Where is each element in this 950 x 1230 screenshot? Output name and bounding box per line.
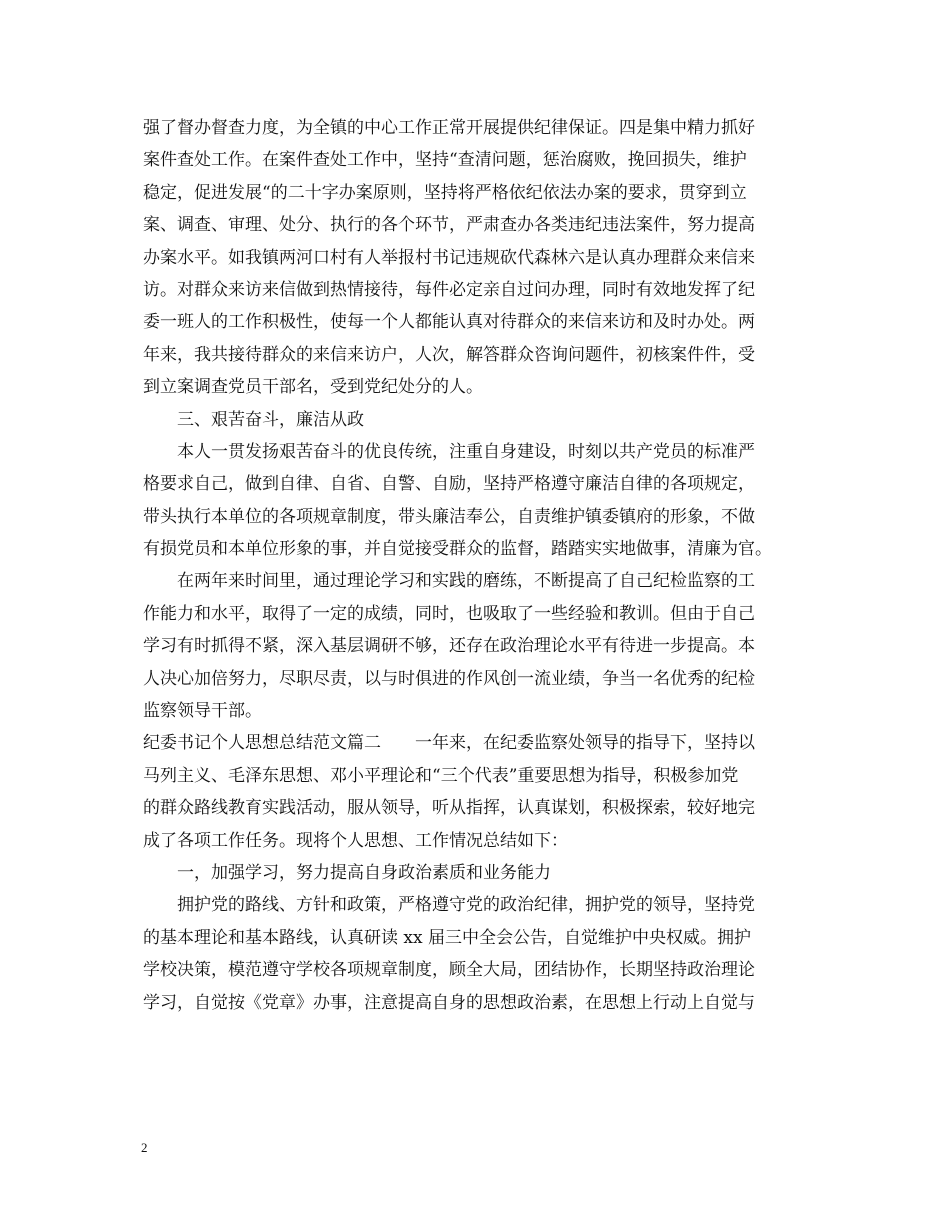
text-line: 纪委书记个人思想总结范文篇二 一年来，在纪委监察处领导的指导下，坚持以 <box>143 733 755 754</box>
text-line: 委一班人的工作积极性，使每一个人都能认真对待群众的来信来访和及时办处。两 <box>143 312 755 333</box>
text-line: 学校决策，模范遵守学校各项规章制度，顾全大局，团结协作，长期坚持政治理论 <box>143 960 755 981</box>
text-line: 带头执行本单位的各项规章制度，带头廉洁奉公，自责维护镇委镇府的形象，不做 <box>143 506 755 527</box>
text-line: 稳定，促进发展“的二十字办案原则，坚持将严格依纪依法办案的要求，贯穿到立 <box>143 182 747 203</box>
text-line: 监察领导干部。 <box>143 701 262 722</box>
text-line: 案、调查、审理、处分、执行的各个环节，严肃查办各类违纪违法案件，努力提高 <box>143 215 755 236</box>
page-number: 2 <box>141 1140 148 1155</box>
text-line: 有损党员和本单位形象的事，并自觉接受群众的监督，踏踏实实地做事，清廉为官。 <box>143 539 772 560</box>
text-line: 三、艰苦奋斗，廉洁从政 <box>177 409 364 430</box>
text-line: 案件查处工作。在案件查处工作中，坚持“查清问题，惩治腐败，挽回损失，维护 <box>143 150 747 171</box>
text-line: 拥护党的路线、方针和政策，严格遵守党的政治纪律，拥护党的领导，坚持党 <box>177 895 755 916</box>
text-line: 作能力和水平，取得了一定的成绩，同时，也吸取了一些经验和教训。但由于自己 <box>143 603 755 624</box>
text-line: 办案水平。如我镇两河口村有人举报村书记违规砍代森林六是认真办理群众来信来 <box>143 247 755 268</box>
text-line: 的群众路线教育实践活动，服从领导，听从指挥，认真谋划，积极探索，较好地完 <box>143 798 755 819</box>
text-line: 的基本理论和基本路线，认真研读 xx 届三中全会公告，自觉维护中央权威。拥护 <box>143 927 751 948</box>
text-line: 人决心加倍努力，尽职尽责，以与时俱进的作风创一流业绩，争当一名优秀的纪检 <box>143 668 755 689</box>
text-line: 成了各项工作任务。现将个人思想、工作情况总结如下： <box>143 830 568 851</box>
text-line: 到立案调查党员干部名，受到党纪处分的人。 <box>143 377 483 398</box>
text-line: 格要求自己，做到自律、自省、自警、自励，坚持严格遵守廉洁自律的各项规定， <box>143 474 755 495</box>
text-line: 学习，自觉按《党章》办事，注意提高自身的思想政治素，在思想上行动上自觉与 <box>143 992 755 1013</box>
text-line: 学习有时抓得不紧，深入基层调研不够，还存在政治理论水平有待进一步提高。本 <box>143 636 755 657</box>
text-line: 年来，我共接待群众的来信来访户，人次，解答群众咨询问题件，初核案件件，受 <box>143 344 755 365</box>
body-text <box>143 112 813 1019</box>
text-line: 马列主义、毛泽东思想、邓小平理论和“三个代表”重要思想为指导，积极参加党 <box>143 765 739 786</box>
text-line: 在两年来时间里，通过理论学习和实践的磨练，不断提高了自己纪检监察的工 <box>177 571 755 592</box>
text-line: 一，加强学习，努力提高自身政治素质和业务能力 <box>177 862 551 883</box>
text-line: 强了督办督查力度，为全镇的中心工作正常开展提供纪律保证。四是集中精力抓好 <box>143 118 755 138</box>
text-line: 本人一贯发扬艰苦奋斗的优良传统，注重自身建设，时刻以共产党员的标准严 <box>177 441 755 462</box>
text-line: 访。对群众来访来信做到热情接待，每件必定亲自过问办理，同时有效地发挥了纪 <box>143 279 755 300</box>
